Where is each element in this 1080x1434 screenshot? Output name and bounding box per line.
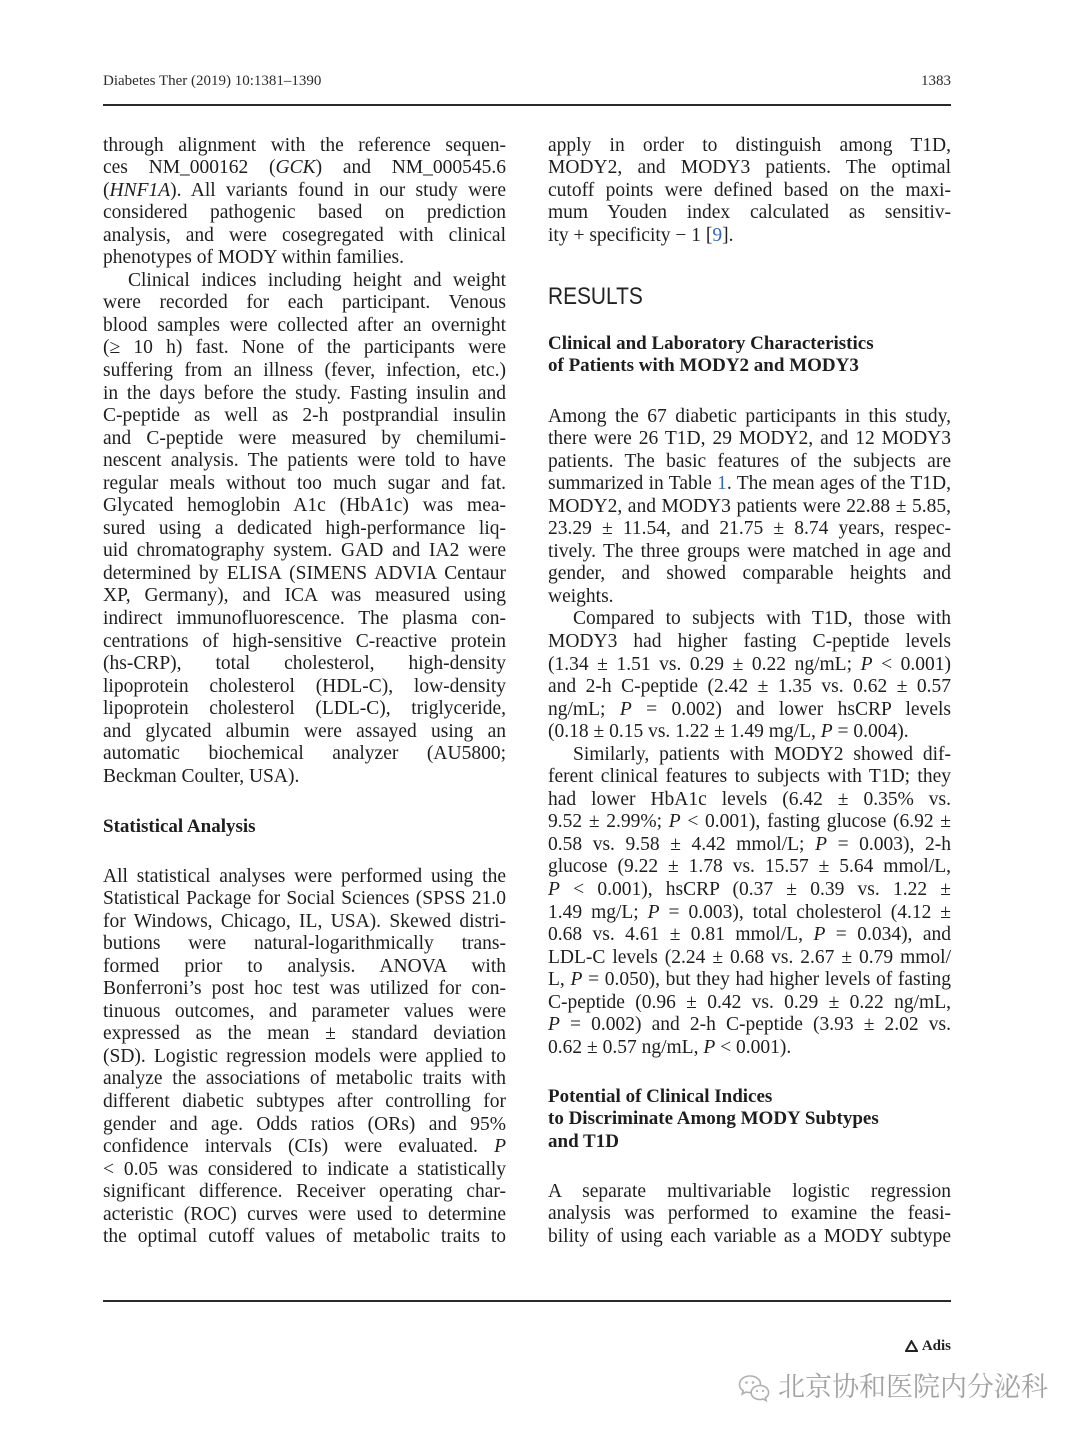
line-text: considered pathogenic based on prediction bbox=[103, 202, 506, 224]
text-line bbox=[103, 247, 506, 270]
line-text: A separate multivariable logistic regression bbox=[548, 1180, 951, 1202]
text-line bbox=[548, 135, 951, 158]
header-rule bbox=[103, 104, 951, 106]
text-line bbox=[548, 789, 951, 812]
text-run: (0.18 ± 0.15 vs. 1.22 ± 1.49 mg/L, bbox=[548, 721, 821, 743]
wechat-icon bbox=[738, 1374, 770, 1402]
italic-text: P bbox=[820, 721, 833, 743]
text-line bbox=[548, 631, 951, 654]
subsection-heading-line: of Patients with MODY2 and MODY3 bbox=[548, 355, 859, 377]
text-line bbox=[548, 1014, 951, 1037]
text-line bbox=[103, 1023, 506, 1046]
italic-text: P bbox=[813, 924, 826, 946]
line-text: gender and age. Odds ratios (ORs) and 95% bbox=[103, 1113, 506, 1135]
text-line bbox=[548, 811, 951, 834]
line-text: significant difference. Receiver operating char- bbox=[103, 1181, 506, 1203]
text-line bbox=[548, 992, 951, 1015]
line-text bbox=[103, 157, 506, 178]
text-line bbox=[548, 541, 951, 564]
text-line bbox=[103, 315, 506, 338]
line-text: uid chromatography system. GAD and IA2 were bbox=[103, 540, 506, 562]
text-run: ity + specificity − 1 [ bbox=[548, 224, 713, 246]
line-text: analysis was performed to examine the feasi- bbox=[548, 1203, 951, 1225]
text-line bbox=[103, 563, 506, 586]
line-text: tinuous outcomes, and parameter values were bbox=[103, 1000, 506, 1022]
text-line bbox=[548, 225, 951, 248]
italic-text: P bbox=[619, 698, 632, 720]
line-text: there were 26 T1D, 29 MODY2, and 12 MODY3 bbox=[548, 428, 951, 450]
text-run: ng/mL; bbox=[548, 698, 620, 720]
text-line bbox=[103, 135, 506, 158]
text-line bbox=[103, 450, 506, 473]
text-line bbox=[103, 933, 506, 956]
text-line bbox=[103, 608, 506, 631]
text-line bbox=[103, 653, 506, 676]
text-line bbox=[548, 473, 951, 496]
text-run: ]. bbox=[722, 224, 734, 246]
line-text bbox=[103, 180, 506, 201]
text-line bbox=[548, 1203, 951, 1226]
text-line bbox=[103, 1091, 506, 1114]
paragraph bbox=[103, 270, 506, 789]
text-line bbox=[548, 969, 951, 992]
line-text: (≥ 10 h) fast. None of the participants were bbox=[103, 337, 506, 359]
subsection-heading-line: and T1D bbox=[548, 1130, 619, 1152]
line-text: C-peptide (0.96 ± 0.42 vs. 0.29 ± 0.22 ng/mL, bbox=[548, 991, 951, 1013]
text-run: < 0.001). bbox=[715, 1036, 792, 1058]
italic-text: P bbox=[647, 901, 660, 923]
line-text: Compared to subjects with T1D, those with bbox=[573, 608, 951, 630]
text-line bbox=[103, 721, 506, 744]
citation-link[interactable]: 1 bbox=[717, 473, 727, 495]
footer-rule bbox=[103, 1300, 951, 1302]
text-line bbox=[548, 699, 951, 722]
line-text: the optimal cutoff values of metabolic traits to bbox=[103, 1226, 506, 1248]
text-line bbox=[103, 911, 506, 934]
line-text: Bonferroni’s post hoc test was utilized for con- bbox=[103, 978, 506, 1000]
line-text: blood samples were collected after an overnight bbox=[103, 314, 506, 336]
publisher-name: Adis bbox=[921, 1338, 951, 1354]
text-run: ). All variants found in our study were bbox=[170, 179, 506, 201]
text-line bbox=[103, 698, 506, 721]
text-line bbox=[103, 743, 506, 766]
line-text: lipoprotein cholesterol (HDL-C), low-density bbox=[103, 675, 506, 697]
text-line bbox=[103, 1001, 506, 1024]
italic-text: P bbox=[494, 1136, 506, 1158]
line-text: Statistical Package for Social Sciences (SPSS 21.0 bbox=[103, 888, 506, 910]
text-run: . The mean ages of the T1D, bbox=[726, 473, 951, 495]
line-text: were recorded for each participant. Venous bbox=[103, 292, 506, 314]
text-line bbox=[103, 518, 506, 541]
line-text: regular meals without too much sugar and fat. bbox=[103, 472, 506, 494]
text-line bbox=[548, 676, 951, 699]
line-text: for Windows, Chicago, IL, USA). Skewed distri- bbox=[103, 910, 506, 932]
text-run: 1.49 mg/L; bbox=[548, 901, 648, 923]
text-line bbox=[548, 563, 951, 586]
text-line bbox=[103, 337, 506, 360]
text-run: confidence intervals (CIs) were evaluated. bbox=[103, 1136, 495, 1158]
line-text: and C-peptide were measured by chemilumi- bbox=[103, 427, 506, 449]
text-line bbox=[103, 766, 506, 789]
text-line bbox=[103, 1159, 506, 1182]
italic-text: P bbox=[570, 969, 583, 991]
line-text bbox=[548, 834, 951, 855]
paragraph bbox=[548, 744, 951, 1060]
text-line bbox=[103, 360, 506, 383]
line-text: Clinical indices including height and weight bbox=[128, 269, 506, 291]
line-text bbox=[548, 1014, 951, 1035]
line-text: phenotypes of MODY within families. bbox=[103, 247, 404, 269]
text-run: = 0.050), but they had higher levels of fasting bbox=[582, 969, 951, 991]
line-text: 23.29 ± 11.54, and 21.75 ± 8.74 years, respec- bbox=[548, 518, 951, 540]
line-text: ferent clinical features to subjects with T1D; they bbox=[548, 766, 951, 788]
italic-text: P bbox=[703, 1036, 716, 1058]
text-run: < 0.001), hsCRP (0.37 ± 0.39 vs. 1.22 ± bbox=[559, 878, 951, 900]
text-line bbox=[103, 292, 506, 315]
text-run: 0.58 vs. 9.58 ± 4.42 mmol/L; bbox=[548, 833, 816, 855]
line-text: All statistical analyses were performed using the bbox=[103, 865, 506, 887]
line-text: glucose (9.22 ± 1.78 vs. 15.57 ± 5.64 mmol/L, bbox=[548, 856, 951, 878]
text-line bbox=[103, 428, 506, 451]
text-line bbox=[103, 631, 506, 654]
text-line bbox=[103, 473, 506, 496]
line-text bbox=[548, 969, 951, 990]
text-line bbox=[548, 902, 951, 925]
subsection-heading-clinical-characteristics bbox=[548, 333, 951, 378]
publisher-logo bbox=[905, 1337, 951, 1355]
line-text: apply in order to distinguish among T1D, bbox=[548, 134, 951, 156]
line-text bbox=[548, 879, 951, 900]
text-line bbox=[548, 202, 951, 225]
text-line bbox=[548, 744, 951, 767]
text-run: 0.68 vs. 4.61 ± 0.81 mmol/L, bbox=[548, 924, 814, 946]
text-line bbox=[103, 1181, 506, 1204]
text-line bbox=[548, 496, 951, 519]
line-text: had lower HbA1c levels (6.42 ± 0.35% vs. bbox=[548, 788, 951, 810]
line-text: butions were natural-logarithmically trans- bbox=[103, 933, 506, 955]
line-text bbox=[548, 924, 951, 945]
line-text: C-peptide as well as 2-h postprandial insulin bbox=[103, 405, 506, 427]
line-text: (SD). Logistic regression models were applied to bbox=[103, 1045, 506, 1067]
text-run: < 0.001), fasting glucose (6.92 ± bbox=[680, 811, 951, 833]
left-column-block-methods bbox=[103, 135, 506, 789]
line-text bbox=[548, 902, 951, 923]
italic-text: HNF1A bbox=[109, 179, 171, 201]
text-run: = 0.002) and lower hsCRP levels bbox=[631, 698, 951, 720]
watermark-text: 北京协和医院内分泌科 bbox=[778, 1372, 1048, 1403]
subsection-heading-line: Potential of Clinical Indices bbox=[548, 1085, 773, 1107]
text-line bbox=[103, 225, 506, 248]
text-line bbox=[103, 956, 506, 979]
right-column-block-results bbox=[548, 406, 951, 1060]
paragraph bbox=[548, 406, 951, 609]
line-text bbox=[548, 699, 951, 720]
text-run: L, bbox=[548, 969, 571, 991]
text-run: < 0.001) bbox=[872, 653, 952, 675]
line-text: < 0.05 was considered to indicate a statistically bbox=[103, 1158, 506, 1180]
paragraph bbox=[103, 135, 506, 270]
line-text: formed prior to analysis. ANOVA with bbox=[103, 955, 506, 977]
line-text: bility of using each variable as a MODY subtype bbox=[548, 1225, 951, 1247]
line-text: weights. bbox=[548, 585, 614, 607]
text-run: = 0.003), 2-h bbox=[826, 833, 951, 855]
line-text: sured using a dedicated high-performance liq- bbox=[103, 517, 506, 539]
text-line bbox=[548, 924, 951, 947]
line-text: expressed as the mean ± standard deviation bbox=[103, 1023, 506, 1045]
text-line bbox=[548, 879, 951, 902]
text-line bbox=[103, 888, 506, 911]
line-text: LDL-C levels (2.24 ± 0.68 vs. 2.67 ± 0.79 mmol/ bbox=[548, 946, 951, 968]
text-line bbox=[548, 834, 951, 857]
text-line bbox=[103, 495, 506, 518]
text-line bbox=[548, 947, 951, 970]
text-line bbox=[103, 1046, 506, 1069]
text-line bbox=[548, 1181, 951, 1204]
paragraph bbox=[103, 866, 506, 1249]
text-run: ( bbox=[103, 179, 110, 201]
text-line bbox=[103, 202, 506, 225]
left-column-block-statistics bbox=[103, 866, 506, 1249]
line-text: (hs-CRP), total cholesterol, high-density bbox=[103, 653, 506, 675]
text-run: = 0.034), and bbox=[825, 924, 951, 946]
line-text bbox=[548, 811, 951, 832]
italic-text: P bbox=[860, 653, 873, 675]
text-line bbox=[103, 540, 506, 563]
line-text bbox=[548, 654, 951, 675]
text-line bbox=[103, 1204, 506, 1227]
paragraph bbox=[548, 135, 951, 248]
line-text: and glycated albumin were assayed using an bbox=[103, 720, 506, 742]
line-text: gender, and showed comparable heights and bbox=[548, 563, 951, 585]
line-text bbox=[548, 225, 734, 246]
line-text: analysis, and were cosegregated with clinical bbox=[103, 224, 506, 246]
line-text: in the days before the study. Fasting insulin and bbox=[103, 382, 506, 404]
text-line bbox=[103, 157, 506, 180]
text-line bbox=[103, 180, 506, 203]
text-line bbox=[548, 518, 951, 541]
text-line bbox=[548, 428, 951, 451]
text-run: = 0.002) and 2-h C-peptide (3.93 ± 2.02 vs. bbox=[559, 1014, 951, 1036]
line-text: cutoff points were defined based on the maxi- bbox=[548, 179, 951, 201]
section-heading-statistical-analysis: Statistical Analysis bbox=[103, 815, 256, 837]
paragraph bbox=[548, 1181, 951, 1249]
text-line bbox=[548, 608, 951, 631]
line-text: acteristic (ROC) curves were used to determine bbox=[103, 1203, 506, 1225]
wechat-watermark bbox=[738, 1370, 1068, 1406]
text-line bbox=[548, 721, 951, 744]
line-text: mum Youden index calculated as sensitiv- bbox=[548, 202, 951, 224]
line-text bbox=[548, 1037, 791, 1058]
line-text: MODY3 had higher fasting C-peptide levels bbox=[548, 630, 951, 652]
line-text: lipoprotein cholesterol (LDL-C), triglyceride, bbox=[103, 698, 506, 720]
text-run: 0.62 ± 0.57 ng/mL, bbox=[548, 1036, 704, 1058]
italic-text: P bbox=[548, 878, 560, 900]
line-text: tively. The three groups were matched in age and bbox=[548, 540, 951, 562]
page-number: 1383 bbox=[921, 73, 951, 89]
italic-text: GCK bbox=[275, 157, 316, 179]
subsection-heading-line: to Discriminate Among MODY Subtypes bbox=[548, 1108, 879, 1130]
text-line bbox=[548, 856, 951, 879]
text-run: = 0.004). bbox=[832, 721, 909, 743]
subsection-heading-line: Clinical and Laboratory Characteristics bbox=[548, 332, 874, 354]
text-line bbox=[548, 766, 951, 789]
text-line bbox=[103, 1114, 506, 1137]
text-line bbox=[548, 157, 951, 180]
text-line bbox=[548, 654, 951, 677]
adis-triangle-icon bbox=[905, 1340, 918, 1352]
line-text: XP, Germany), and ICA was measured using bbox=[103, 585, 506, 607]
text-line bbox=[103, 676, 506, 699]
text-line bbox=[548, 1226, 951, 1249]
text-line bbox=[548, 406, 951, 429]
text-line bbox=[103, 585, 506, 608]
text-run: summarized in Table bbox=[548, 473, 718, 495]
line-text bbox=[548, 473, 951, 494]
line-text: Beckman Coulter, USA). bbox=[103, 765, 300, 787]
text-run: 9.52 ± 2.99%; bbox=[548, 811, 669, 833]
right-column-block-regression bbox=[548, 1181, 951, 1249]
citation-link[interactable]: 9 bbox=[712, 224, 723, 246]
line-text: different diabetic subtypes after controlling for bbox=[103, 1090, 506, 1112]
line-text: centrations of high-sensitive C-reactive protein bbox=[103, 630, 506, 652]
text-run: ces NM_000162 ( bbox=[103, 157, 276, 179]
line-text: and 2-h C-peptide (2.42 ± 1.35 vs. 0.62 ± 0.57 bbox=[548, 676, 951, 698]
subsection-heading-discrimination bbox=[548, 1086, 951, 1154]
text-run: (1.34 ± 1.51 vs. 0.29 ± 0.22 ng/mL; bbox=[548, 653, 861, 675]
text-line bbox=[103, 270, 506, 293]
line-text: automatic biochemical analyzer (AU5800; bbox=[103, 743, 506, 765]
line-text: indirect immunofluorescence. The plasma con- bbox=[103, 607, 506, 629]
paragraph bbox=[548, 608, 951, 743]
line-text: patients. The basic features of the subjects are bbox=[548, 450, 951, 472]
text-run: ) and NM_000545.6 bbox=[315, 157, 506, 179]
line-text: Similarly, patients with MODY2 showed dif- bbox=[573, 743, 951, 765]
text-line bbox=[103, 866, 506, 889]
line-text: Among the 67 diabetic participants in this study, bbox=[548, 405, 951, 427]
line-text: suffering from an illness (fever, infection, etc.) bbox=[103, 359, 506, 381]
text-line bbox=[103, 978, 506, 1001]
text-line bbox=[103, 405, 506, 428]
text-line bbox=[548, 586, 951, 609]
line-text: analyze the associations of metabolic traits with bbox=[103, 1068, 506, 1090]
text-line bbox=[103, 1068, 506, 1091]
line-text: MODY2, and MODY3 patients were 22.88 ± 5.85, bbox=[548, 495, 951, 517]
line-text bbox=[548, 721, 909, 742]
text-run: = 0.003), total cholesterol (4.12 ± bbox=[659, 901, 951, 923]
line-text: MODY2, and MODY3 patients. The optimal bbox=[548, 157, 951, 179]
line-text: Glycated hemoglobin A1c (HbA1c) was mea- bbox=[103, 495, 506, 517]
text-line bbox=[103, 1136, 506, 1159]
text-line bbox=[548, 451, 951, 474]
italic-text: P bbox=[548, 1014, 560, 1036]
line-text bbox=[103, 1136, 506, 1157]
text-line bbox=[103, 1226, 506, 1249]
line-text: determined by ELISA (SIMENS ADVIA Centaur bbox=[103, 562, 506, 584]
italic-text: P bbox=[815, 833, 827, 855]
running-header-citation: Diabetes Ther (2019) 10:1381–1390 bbox=[103, 73, 322, 89]
text-line bbox=[548, 1037, 951, 1060]
line-text: nescent analysis. The patients were told to have bbox=[103, 450, 506, 472]
line-text: through alignment with the reference sequen- bbox=[103, 134, 506, 156]
right-column-block-continuation bbox=[548, 135, 951, 248]
results-heading: RESULTS bbox=[548, 283, 643, 310]
text-line bbox=[103, 383, 506, 406]
text-line bbox=[548, 180, 951, 203]
italic-text: P bbox=[668, 811, 681, 833]
